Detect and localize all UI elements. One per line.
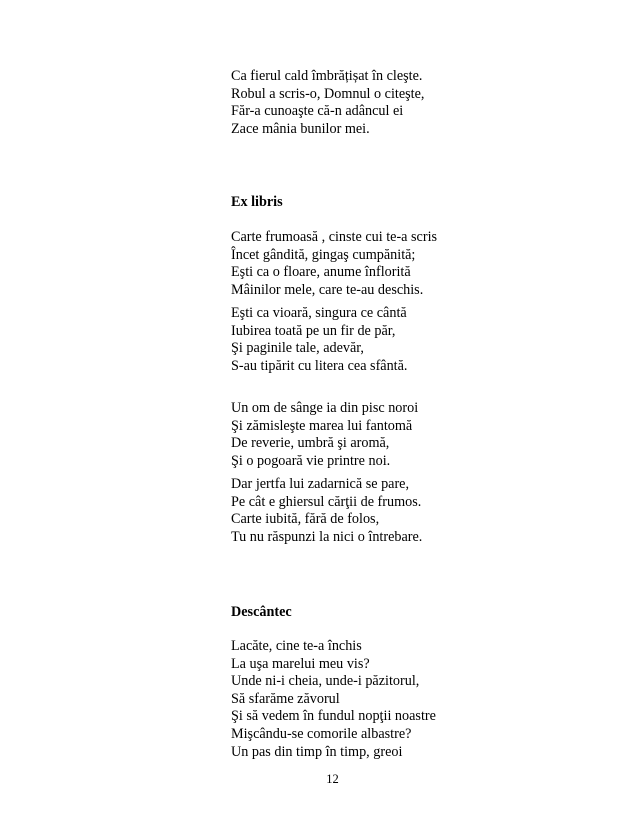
poem-title: Descântec bbox=[231, 604, 292, 620]
verse-line: S-au tipărit cu litera cea sfântă. bbox=[231, 357, 408, 374]
verse-line: Un om de sânge ia din pisc noroi bbox=[231, 400, 419, 416]
poem1-stanza-2 bbox=[231, 305, 611, 375]
verse-line: Carte frumoasă , cinste cui te-a scris bbox=[231, 229, 438, 245]
stanza-continuation bbox=[231, 68, 611, 138]
verse-line: Carte iubită, fără de folos, bbox=[231, 511, 380, 528]
poem1-stanza-1 bbox=[231, 229, 611, 299]
verse-line: Robul a scris-o, Domnul o citeşte, bbox=[231, 85, 425, 102]
poem-ex-libris bbox=[231, 194, 611, 212]
verse-line: Eşti ca o floare, anume înflorită bbox=[231, 264, 411, 281]
verse-line: Lacăte, cine te-a închis bbox=[231, 638, 362, 654]
verse-line: Făr-a cunoaşte că-n adâncul ei bbox=[231, 103, 404, 120]
verse-line: Unde ni-i cheia, unde-i păzitorul, bbox=[231, 673, 420, 690]
verse-line: Ca fierul cald îmbrățișat în cleşte. bbox=[231, 68, 423, 84]
verse-line: Şi să vedem în fundul nopţii noastre bbox=[231, 708, 436, 725]
verse-line: Să sfarăme zăvorul bbox=[231, 690, 340, 707]
verse-line: Mâinilor mele, care te-au deschis. bbox=[231, 281, 424, 298]
verse-line: Pe cât e ghiersul cărţii de frumos. bbox=[231, 493, 422, 510]
verse-line: Zace mânia bunilor mei. bbox=[231, 120, 370, 137]
verse-line: La uşa marelui meu vis? bbox=[231, 655, 370, 672]
verse-line: Eşti ca vioară, singura ce cântă bbox=[231, 305, 407, 321]
verse-line: Tu nu răspunzi la nici o întrebare. bbox=[231, 528, 423, 545]
verse-line: Iubirea toată pe un fir de păr, bbox=[231, 322, 396, 339]
poem1-stanza-3 bbox=[231, 400, 611, 470]
poem-title: Ex libris bbox=[231, 194, 283, 210]
verse-line: Încet gândită, gingaş cumpănită; bbox=[231, 246, 416, 263]
verse-line: Dar jertfa lui zadarnică se pare, bbox=[231, 476, 410, 492]
verse-line: Un pas din timp în timp, greoi bbox=[231, 743, 403, 760]
verse-line: Mişcându-se comorile albastre? bbox=[231, 725, 412, 742]
verse-line: Şi o pogoară vie printre noi. bbox=[231, 452, 391, 469]
verse-line: Şi paginile tale, adevăr, bbox=[231, 340, 364, 357]
page-number: 12 bbox=[326, 772, 339, 786]
poem2-stanza-1 bbox=[231, 638, 611, 761]
poem1-stanza-4 bbox=[231, 476, 611, 546]
poem-descantec bbox=[231, 604, 611, 622]
verse-line: De reverie, umbră şi aromă, bbox=[231, 435, 390, 452]
verse-line: Şi zămisleşte marea lui fantomă bbox=[231, 417, 413, 434]
